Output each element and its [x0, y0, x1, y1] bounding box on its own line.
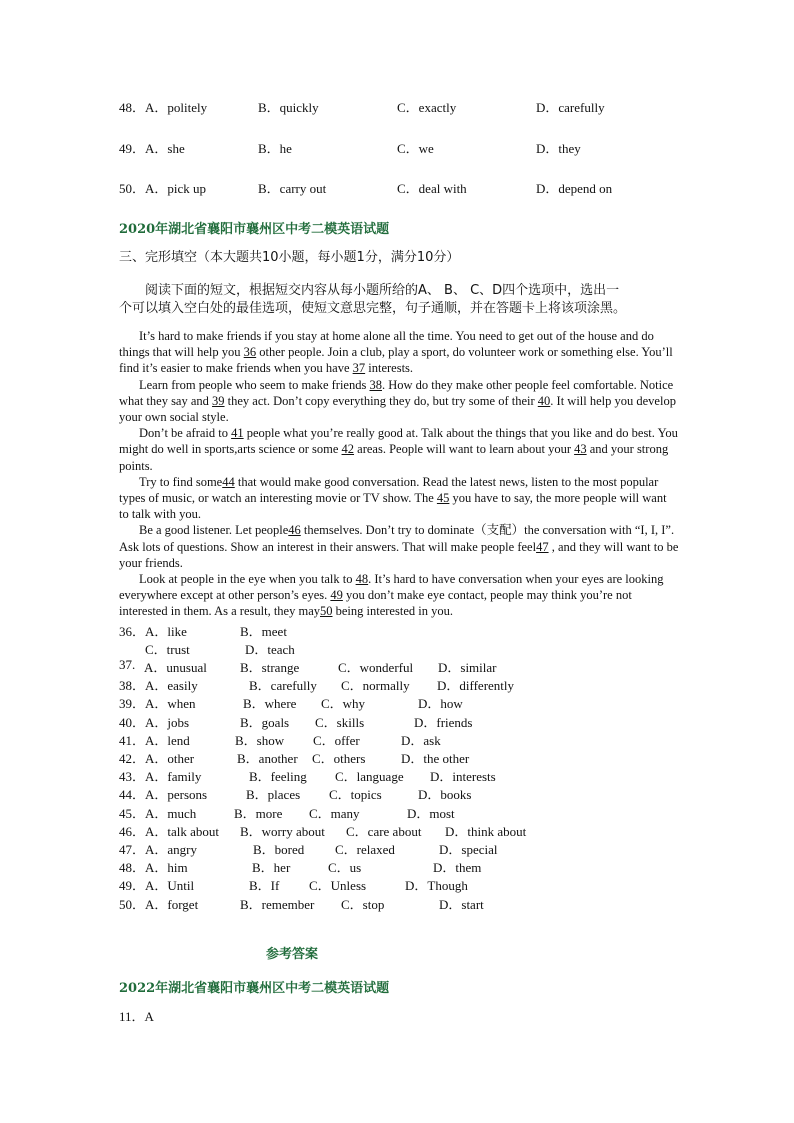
option-a: A．forget [145, 896, 199, 912]
blank-43: 43 [574, 442, 587, 457]
option-b: B．remember [240, 896, 315, 912]
option-b: B．show [235, 732, 285, 748]
question-number: 50． [119, 896, 146, 912]
option-a: A．much [145, 805, 197, 821]
option-d: D．similar [438, 660, 497, 675]
instructions-line-1: 阅读下面的短文，根据短交内容从每小题所给的A、 B、 C、D四个选项中，选出一 [145, 283, 620, 298]
option-c: C．many [309, 805, 360, 821]
question-number: 43． [119, 769, 146, 785]
question-number: 38． [119, 678, 146, 694]
option-c: C．normally [341, 678, 410, 694]
option-c: C．Unless [309, 878, 367, 894]
option-d: D．Though [405, 878, 468, 894]
option-b: B．quickly [258, 100, 319, 115]
blank-44: 44 [222, 474, 235, 489]
option-c: C．offer [313, 732, 360, 748]
option-a: A．easily [145, 678, 198, 694]
option-d: D．carefully [536, 100, 605, 115]
option-c: C．we [397, 141, 434, 156]
option-b: B．places [246, 787, 301, 803]
question-number: 41． [119, 732, 146, 748]
option-d: D．special [439, 842, 498, 857]
blank-49: 49 [330, 588, 343, 603]
option-d: D．interests [430, 769, 496, 785]
question-number: 47． [119, 842, 146, 857]
option-c: C．language [335, 769, 404, 785]
prev-question-row: 48．A．politely [119, 100, 208, 115]
option-a: A．persons [145, 787, 208, 803]
option-c: C．wonderful [338, 660, 414, 675]
answer-section-title: 2022年湖北省襄阳市襄州区中考二模英语试题 [119, 981, 390, 996]
option-d: D．ask [401, 732, 441, 748]
passage-paragraph-2: Learn from people who seem to make friends 38. How do they make other people feel comfortable. Notice what they say and 39 they act. Don’t copy everything they do, but try some of their 40. It will help you develop your own social style. [119, 377, 676, 425]
option-a: A．lend [145, 732, 190, 748]
option-b: B．her [252, 860, 291, 876]
option-d: D．books [418, 787, 472, 803]
option-b: B．goals [240, 714, 290, 730]
part-heading: 三、完形填空（本大题共10小题，每小题1分，满分10分） [119, 250, 460, 265]
option-b: B．he [258, 141, 292, 156]
prev-question-row: 49．A．she [119, 141, 185, 156]
passage-paragraph-3: Don’t be afraid to 41 people what you’re really good at. Talk about the things that you like and do best. You might do well in sports,arts science or some 42 areas. People will want to learn about your 43 and your strong points. [119, 426, 678, 473]
option-d: D．think about [445, 823, 527, 839]
blank-39: 39 [212, 393, 225, 408]
option-c: C．others [312, 751, 366, 766]
question-number: 40． [119, 714, 146, 730]
option-d: D．friends [414, 714, 473, 730]
option-d: D．them [433, 860, 482, 876]
blank-42: 42 [341, 442, 355, 457]
option-d: D．most [407, 805, 455, 821]
answer-heading: 参考答案 [266, 947, 319, 962]
blank-47: 47 [536, 539, 549, 554]
option-b: B．carefully [249, 678, 317, 694]
question-number: 48． [119, 860, 146, 876]
blank-46: 46 [288, 523, 301, 538]
option-b: B．strange [240, 660, 300, 675]
option-d: D．the other [401, 751, 470, 766]
option-c: C．care about [346, 823, 422, 839]
option-a: A．like [145, 624, 187, 639]
option-b: B．more [234, 805, 283, 821]
passage [119, 328, 679, 620]
option-b: B．bored [253, 842, 305, 857]
option-a: A．when [145, 696, 196, 712]
instructions-line-2: 个可以填入空白处的最佳选项，使短文意思完整，句子通顺，并在答题卡上将该项涂黑。 [119, 301, 627, 316]
prev-question-row: 50．A．pick up [119, 181, 207, 196]
blank-41: 41 [231, 426, 244, 441]
section-title: 2020年湖北省襄阳市襄州区中考二模英语试题 [119, 222, 390, 237]
question-number: 42． [119, 751, 146, 766]
option-a: A．Until [145, 878, 195, 894]
blank-45: 45 [436, 491, 450, 506]
option-a: A．talk about [145, 823, 220, 839]
option-c: C．us [328, 860, 362, 876]
option-c: C．deal with [397, 181, 467, 196]
option-c: C．skills [315, 714, 365, 730]
passage-paragraph-4: Try to find some44 that would make good conversation. Read the latest news, listen to the most popular types of music, or watch an interesting movie or TV show. The 45 you have to say, the more people will want to talk with you. [119, 474, 667, 522]
question-number: 39． [119, 696, 146, 712]
option-d: D．teach [245, 642, 295, 657]
option-a: A．angry [145, 842, 197, 857]
option-d: D．differently [437, 678, 515, 694]
blank-36: 36 [243, 345, 257, 360]
question-number: 49． [119, 878, 146, 894]
blank-38: 38 [369, 377, 382, 392]
option-a: A．family [145, 769, 202, 785]
option-b: B．worry about [240, 823, 325, 839]
option-b: B．where [243, 696, 297, 712]
question-number: 44． [119, 787, 146, 803]
option-c: C．relaxed [335, 842, 395, 857]
question-number: 45． [119, 805, 146, 821]
option-b: B．another [237, 751, 298, 766]
option-a: A．jobs [145, 714, 190, 730]
option-b: B．carry out [258, 181, 327, 196]
question-number: 37. [119, 657, 136, 672]
option-d: D．start [439, 896, 484, 912]
question-number: 46． [119, 823, 146, 839]
option-c: C．stop [341, 896, 385, 912]
blank-48: 48 [355, 572, 369, 587]
blank-40: 40 [537, 393, 551, 408]
option-b: B．feeling [249, 769, 307, 785]
option-c: C．trust [145, 642, 190, 657]
option-b: B．If [249, 878, 280, 894]
option-c: C．why [321, 696, 366, 712]
option-c: C．topics [329, 787, 382, 803]
option-a: A．him [145, 860, 188, 876]
option-a: A．other [145, 751, 195, 766]
option-d: D．they [536, 141, 581, 156]
passage-paragraph-1: It’s hard to make friends if you stay at home alone all the time. You need to get out of the house and do things that will help you 36 other people. Join a club, play a sport, do volunteer work or something else. You’ll find it’s easier to make friends when you have 37 interests. [119, 329, 673, 376]
passage-paragraph-6: Look at people in the eye when you talk to 48. It’s hard to have conversation when your eyes are looking everywhere except at other person’s eyes. 49 you don’t make eye contact, people may think you’re not interested in them. As a result, they may50 being interested in you. [119, 572, 664, 619]
blank-50: 50 [320, 604, 333, 619]
option-a: A．unusual [144, 660, 207, 675]
answer-item: 11．A [119, 1009, 154, 1024]
option-d: D．how [418, 696, 463, 712]
option-c: C．exactly [397, 100, 457, 115]
passage-paragraph-5: Be a good listener. Let people46 themselves. Don’t try to dominate（支配）the conversation with “I, I, I”. Ask lots of questions. Show an interest in their answers. That will make people feel47 , and they will want to be your friends. [119, 523, 679, 570]
option-d: D．depend on [536, 181, 613, 196]
option-b: B．meet [240, 624, 287, 639]
blank-37: 37 [352, 361, 366, 376]
